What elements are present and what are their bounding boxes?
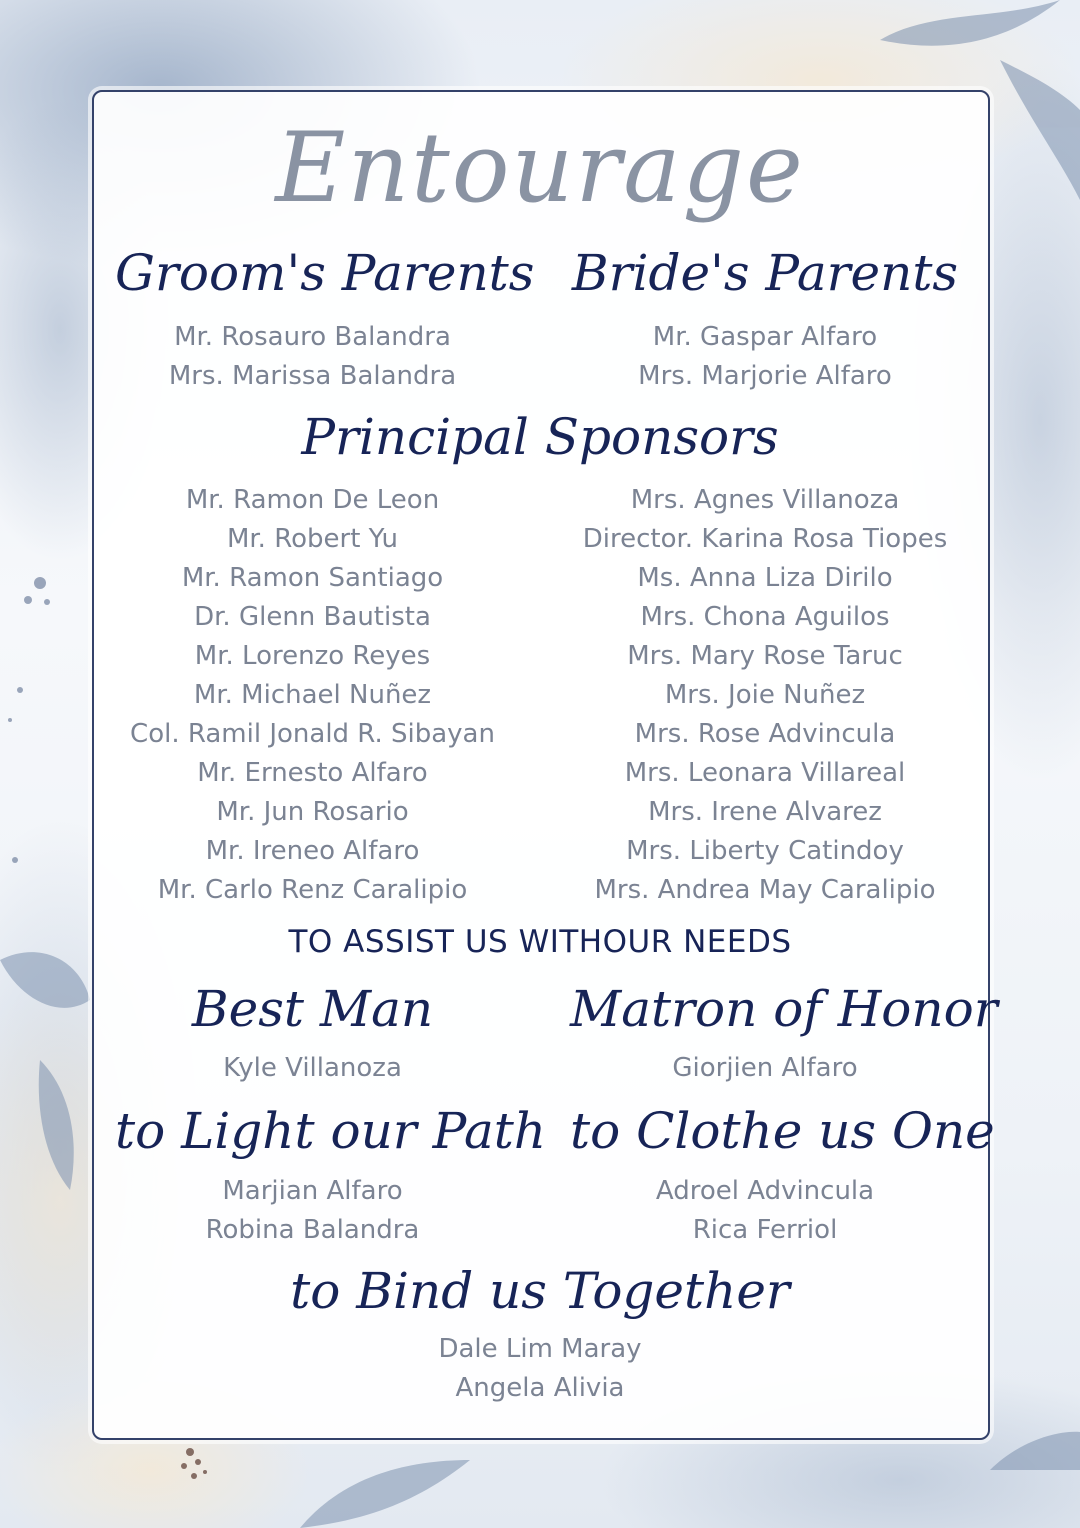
list-item: Mrs. Leonara Villareal: [624, 758, 906, 788]
list-item: Director. Karina Rosa Tiopes: [582, 524, 948, 554]
list-item: Mr. Rosauro Balandra: [174, 322, 451, 352]
list-item: Mrs. Marjorie Alfaro: [638, 361, 892, 391]
list-item: Mr. Gaspar Alfaro: [652, 322, 878, 352]
list-item: Mrs. Chona Aguilos: [640, 602, 890, 632]
list-item: Angela Alivia: [455, 1373, 625, 1403]
bind-us-together-names: [0, 1330, 1080, 1408]
list-item: Mr. Michael Nuñez: [193, 680, 432, 710]
grooms-parents-names: [115, 318, 510, 396]
list-item: Mrs. Andrea May Caralipio: [594, 875, 936, 905]
matron-of-honor-names: [570, 1049, 960, 1088]
principal-sponsors-left: [115, 481, 510, 910]
list-item: Dale Lim Maray: [438, 1334, 642, 1364]
list-item: Marjian Alfaro: [222, 1176, 403, 1206]
list-item: Mr. Ramon De Leon: [185, 485, 440, 515]
brides-parents-heading: Bride's Parents: [571, 244, 959, 302]
best-man-heading: Best Man: [191, 980, 434, 1038]
list-item: Robina Balandra: [205, 1215, 420, 1245]
principal-sponsors-right: [570, 481, 960, 910]
list-item: Col. Ramil Jonald R. Sibayan: [130, 719, 495, 749]
assist-heading: TO ASSIST US WITHOUR NEEDS: [288, 924, 792, 960]
list-item: Mr. Jun Rosario: [216, 797, 409, 827]
list-item: Dr. Glenn Bautista: [194, 602, 431, 632]
light-our-path-names: [115, 1172, 510, 1250]
list-item: Mr. Ireneo Alfaro: [205, 836, 420, 866]
list-item: Mrs. Agnes Villanoza: [630, 485, 900, 515]
list-item: Rica Ferriol: [692, 1215, 838, 1245]
clothe-us-one-names: [570, 1172, 960, 1250]
brides-parents-names: [570, 318, 960, 396]
list-item: Mr. Ernesto Alfaro: [197, 758, 428, 788]
list-item: Giorjien Alfaro: [672, 1053, 858, 1083]
list-item: Mr. Robert Yu: [226, 524, 399, 554]
list-item: Mrs. Liberty Catindoy: [626, 836, 904, 866]
clothe-us-one-heading: to Clothe us One: [570, 1102, 995, 1160]
list-item: Mr. Carlo Renz Caralipio: [157, 875, 468, 905]
list-item: Adroel Advincula: [655, 1176, 875, 1206]
light-our-path-heading: to Light our Path: [115, 1102, 547, 1160]
grooms-parents-heading: Groom's Parents: [115, 244, 535, 302]
list-item: Ms. Anna Liza Dirilo: [637, 563, 893, 593]
entourage-title: Entourage: [275, 112, 805, 224]
list-item: Mrs. Joie Nuñez: [664, 680, 866, 710]
list-item: Kyle Villanoza: [223, 1053, 402, 1083]
principal-sponsors-heading: Principal Sponsors: [301, 408, 779, 466]
list-item: Mrs. Mary Rose Taruc: [627, 641, 903, 671]
best-man-names: [115, 1049, 510, 1088]
list-item: Mrs. Rose Advincula: [634, 719, 896, 749]
list-item: Mr. Ramon Santiago: [181, 563, 444, 593]
list-item: Mrs. Marissa Balandra: [168, 361, 457, 391]
list-item: Mrs. Irene Alvarez: [648, 797, 882, 827]
matron-of-honor-heading: Matron of Honor: [570, 980, 998, 1038]
bind-us-together-heading: to Bind us Together: [290, 1262, 790, 1320]
list-item: Mr. Lorenzo Reyes: [194, 641, 431, 671]
